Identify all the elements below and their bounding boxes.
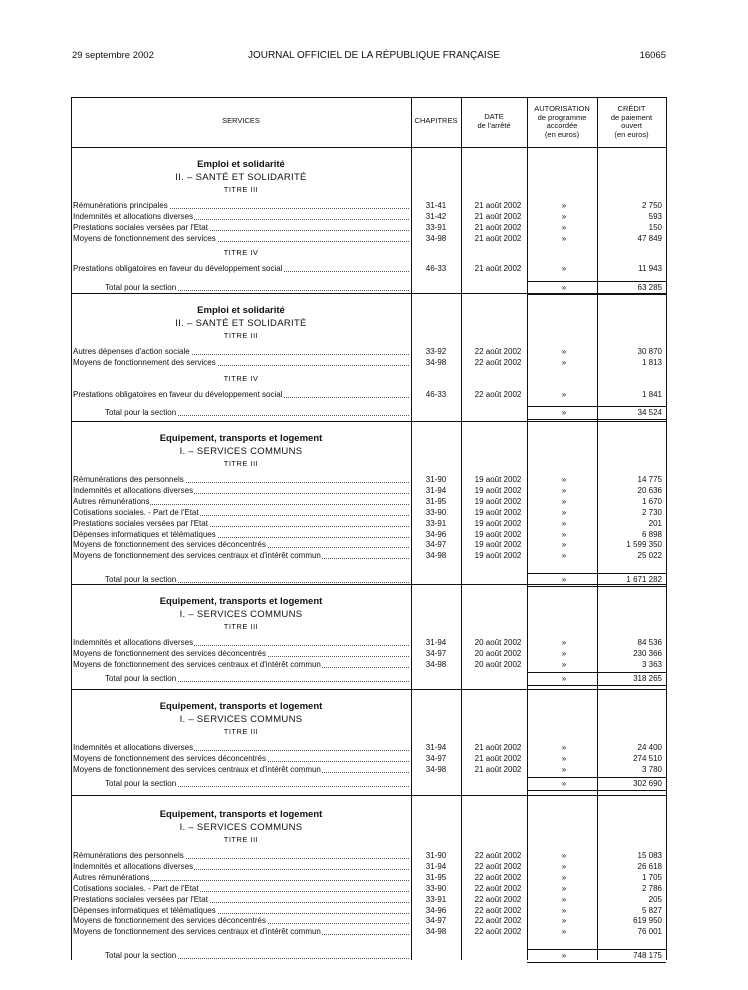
chapter-code: 31-94 bbox=[425, 743, 447, 752]
total-label bbox=[105, 283, 409, 292]
section-total-row bbox=[71, 283, 666, 293]
credit-value: 76 001 bbox=[637, 927, 662, 937]
chapter-code: 33-90 bbox=[425, 507, 447, 517]
total-autorisation: » bbox=[561, 575, 567, 584]
row-label-text: Prestations obligatoires en faveur du développement social bbox=[73, 264, 283, 273]
total-autorisation: » bbox=[561, 779, 567, 788]
chapter-code: 33-91 bbox=[425, 222, 447, 232]
credits-table bbox=[71, 97, 666, 960]
chapter-code: 34-97 bbox=[425, 540, 447, 550]
ministry-title: Equipement, transports et logement bbox=[159, 809, 323, 820]
table-row bbox=[71, 508, 666, 518]
credit-value: 30 870 bbox=[637, 347, 662, 356]
table-row bbox=[71, 475, 666, 485]
row-label bbox=[73, 530, 409, 539]
row-label-text: Moyens de fonctionnement des services centraux et d'intérêt commun bbox=[73, 659, 321, 669]
chapter-code: 34-97 bbox=[425, 648, 447, 658]
credit-value: 24 400 bbox=[637, 743, 662, 752]
chapter-code: 34-98 bbox=[425, 659, 447, 669]
row-label-text: Autres dépenses d'action sociale bbox=[73, 347, 190, 356]
credit-value: 230 366 bbox=[633, 648, 662, 658]
section-subtitle: II. – SANTÉ ET SOLIDARITÉ bbox=[175, 318, 307, 329]
table-row bbox=[71, 754, 666, 764]
table-row bbox=[71, 873, 666, 883]
chapter-code: 33-90 bbox=[425, 883, 447, 893]
autorisation-value: » bbox=[561, 529, 567, 539]
autorisation-value: » bbox=[561, 507, 567, 517]
row-label bbox=[73, 638, 409, 647]
journal-title: JOURNAL OFFICIEL DE LA RÉPUBLIQUE FRANÇAISE bbox=[247, 50, 501, 61]
section-divider bbox=[71, 421, 666, 422]
section-divider bbox=[71, 795, 666, 796]
row-label bbox=[73, 234, 409, 243]
arrete-date: 21 août 2002 bbox=[474, 264, 522, 273]
arrete-date: 22 août 2002 bbox=[474, 390, 522, 399]
table-row bbox=[71, 660, 666, 670]
row-label bbox=[73, 862, 409, 871]
arrete-date: 21 août 2002 bbox=[474, 753, 522, 763]
total-credit: 302 690 bbox=[633, 779, 662, 788]
credit-value: 593 bbox=[648, 211, 662, 221]
credit-value: 3 363 bbox=[641, 659, 662, 669]
table-row bbox=[71, 916, 666, 926]
row-label bbox=[73, 906, 409, 915]
table-row bbox=[71, 862, 666, 872]
header-divider bbox=[71, 147, 666, 148]
row-label-text: Indemnités et allocations diverses bbox=[73, 743, 194, 752]
chapter-code: 31-41 bbox=[425, 201, 447, 210]
arrete-date: 19 août 2002 bbox=[474, 496, 522, 506]
table-row bbox=[71, 927, 666, 937]
row-label-text: Moyens de fonctionnement des services bbox=[73, 357, 216, 367]
credit-value: 84 536 bbox=[637, 638, 662, 647]
total-label bbox=[105, 951, 409, 960]
credit-value: 3 780 bbox=[641, 764, 662, 774]
row-label bbox=[73, 851, 409, 860]
arrete-date: 19 août 2002 bbox=[474, 540, 522, 550]
arrete-date: 19 août 2002 bbox=[474, 529, 522, 539]
titre-heading: TITRE IV bbox=[223, 374, 259, 383]
autorisation-value: » bbox=[561, 211, 567, 221]
autorisation-value: » bbox=[561, 851, 567, 860]
ministry-title: Emploi et solidarité bbox=[197, 159, 285, 170]
credit-value: 274 510 bbox=[633, 753, 662, 763]
arrete-date: 22 août 2002 bbox=[474, 347, 522, 356]
arrete-date: 21 août 2002 bbox=[474, 211, 522, 221]
arrete-date: 21 août 2002 bbox=[474, 764, 522, 774]
table-row bbox=[71, 649, 666, 659]
total-credit: 34 524 bbox=[637, 408, 662, 417]
table-row bbox=[71, 347, 666, 357]
credit-value: 5 827 bbox=[641, 905, 662, 915]
arrete-date: 22 août 2002 bbox=[474, 861, 522, 871]
chapter-code: 31-90 bbox=[425, 475, 447, 484]
chapter-code: 31-94 bbox=[425, 485, 447, 495]
autorisation-value: » bbox=[561, 222, 567, 232]
chapter-code: 34-97 bbox=[425, 753, 447, 763]
ministry-title: Emploi et solidarité bbox=[197, 305, 285, 316]
row-label bbox=[73, 540, 409, 549]
autorisation-value: » bbox=[561, 753, 567, 763]
autorisation-value: » bbox=[561, 648, 567, 658]
row-label-text: Cotisations sociales. - Part de l'Etat bbox=[73, 883, 199, 893]
row-label-text: Moyens de fonctionnement des services déconcentrés bbox=[73, 916, 266, 926]
ministry-title: Equipement, transports et logement bbox=[159, 596, 323, 607]
total-credit: 63 285 bbox=[637, 283, 662, 292]
credit-value: 1 705 bbox=[641, 872, 662, 882]
autorisation-value: » bbox=[561, 551, 567, 561]
table-row bbox=[71, 264, 666, 274]
credit-value: 2 730 bbox=[641, 507, 662, 517]
row-label-text: Moyens de fonctionnement des services centraux et d'intérêt commun bbox=[73, 927, 321, 937]
row-label-text: Indemnités et allocations diverses bbox=[73, 211, 194, 221]
autorisation-value: » bbox=[561, 905, 567, 915]
credit-value: 2 750 bbox=[641, 201, 662, 210]
arrete-date: 22 août 2002 bbox=[474, 916, 522, 926]
total-label-text: Total pour la section bbox=[105, 575, 177, 584]
arrete-date: 22 août 2002 bbox=[474, 851, 522, 860]
row-label bbox=[73, 347, 409, 356]
section-total-row bbox=[71, 779, 666, 789]
section-subtitle: I. – SERVICES COMMUNS bbox=[179, 609, 303, 620]
titre-heading: TITRE III bbox=[223, 331, 259, 340]
col-credit: CRÉDIT de paiement ouvert (en euros) bbox=[610, 104, 653, 139]
autorisation-value: » bbox=[561, 764, 567, 774]
row-label bbox=[73, 551, 409, 560]
chapter-code: 31-94 bbox=[425, 861, 447, 871]
table-row bbox=[71, 234, 666, 244]
row-label bbox=[73, 916, 409, 925]
chapter-code: 31-95 bbox=[425, 496, 447, 506]
table-row bbox=[71, 223, 666, 233]
arrete-date: 21 août 2002 bbox=[474, 201, 522, 210]
chapter-code: 34-98 bbox=[425, 551, 447, 561]
total-label bbox=[105, 779, 409, 788]
autorisation-value: » bbox=[561, 233, 567, 243]
chapter-code: 34-96 bbox=[425, 529, 447, 539]
section-subtitle: II. – SANTÉ ET SOLIDARITÉ bbox=[175, 172, 307, 183]
row-label bbox=[73, 649, 409, 658]
total-autorisation: » bbox=[561, 408, 567, 417]
row-label bbox=[73, 927, 409, 936]
autorisation-value: » bbox=[561, 347, 567, 356]
chapter-code: 33-91 bbox=[425, 518, 447, 528]
titre-heading: TITRE III bbox=[223, 835, 259, 844]
arrete-date: 21 août 2002 bbox=[474, 222, 522, 232]
page-number: 16065 bbox=[639, 50, 666, 61]
arrete-date: 22 août 2002 bbox=[474, 357, 522, 367]
arrete-date: 21 août 2002 bbox=[474, 743, 522, 752]
autorisation-value: » bbox=[561, 883, 567, 893]
arrete-date: 21 août 2002 bbox=[474, 233, 522, 243]
autorisation-value: » bbox=[561, 475, 567, 484]
table-row bbox=[71, 765, 666, 775]
autorisation-value: » bbox=[561, 485, 567, 495]
section-subtitle: I. – SERVICES COMMUNS bbox=[179, 446, 303, 457]
autorisation-value: » bbox=[561, 264, 567, 273]
arrete-date: 20 août 2002 bbox=[474, 648, 522, 658]
arrete-date: 20 août 2002 bbox=[474, 638, 522, 647]
credit-value: 1 599 350 bbox=[626, 540, 662, 550]
chapter-code: 31-42 bbox=[425, 211, 447, 221]
chapter-code: 31-95 bbox=[425, 872, 447, 882]
arrete-date: 19 août 2002 bbox=[474, 485, 522, 495]
table-row bbox=[71, 638, 666, 648]
table-row bbox=[71, 201, 666, 211]
row-label bbox=[73, 873, 409, 882]
total-label-text: Total pour la section bbox=[105, 283, 177, 292]
row-label bbox=[73, 475, 409, 484]
total-label-text: Total pour la section bbox=[105, 779, 177, 788]
chapter-code: 46-33 bbox=[425, 264, 447, 273]
credit-value: 1 813 bbox=[641, 357, 662, 367]
credit-value: 47 849 bbox=[637, 233, 662, 243]
titre-heading: TITRE III bbox=[223, 727, 259, 736]
section-divider bbox=[71, 689, 666, 690]
total-label-text: Total pour la section bbox=[105, 674, 177, 683]
arrete-date: 22 août 2002 bbox=[474, 883, 522, 893]
row-label-text: Rémunérations des personnels bbox=[73, 475, 184, 484]
row-label bbox=[73, 754, 409, 763]
table-row bbox=[71, 486, 666, 496]
row-label-text: Prestations sociales versées par l'Etat bbox=[73, 222, 208, 232]
table-row bbox=[71, 743, 666, 753]
table-row bbox=[71, 906, 666, 916]
col-date: DATE de l'arrêté bbox=[477, 112, 511, 130]
credit-value: 11 943 bbox=[638, 264, 662, 273]
autorisation-value: » bbox=[561, 518, 567, 528]
titre-heading: TITRE III bbox=[223, 622, 259, 631]
credit-value: 1 841 bbox=[641, 390, 662, 399]
chapter-code: 46-33 bbox=[425, 390, 447, 399]
section-total-row bbox=[71, 674, 666, 684]
row-label bbox=[73, 508, 409, 517]
row-label-text: Rémunérations des personnels bbox=[73, 851, 184, 860]
credit-value: 25 022 bbox=[637, 551, 662, 561]
total-label bbox=[105, 408, 409, 417]
row-label-text: Autres rémunérations bbox=[73, 496, 150, 506]
row-label-text: Moyens de fonctionnement des services déconcentrés bbox=[73, 540, 266, 550]
row-label-text: Moyens de fonctionnement des services déconcentrés bbox=[73, 648, 266, 658]
autorisation-value: » bbox=[561, 496, 567, 506]
row-label bbox=[73, 743, 409, 752]
total-label bbox=[105, 575, 409, 584]
arrete-date: 22 août 2002 bbox=[474, 872, 522, 882]
table-row bbox=[71, 390, 666, 400]
credit-value: 2 786 bbox=[641, 883, 662, 893]
chapter-code: 33-92 bbox=[425, 347, 447, 356]
row-label-text: Indemnités et allocations diverses bbox=[73, 861, 194, 871]
row-label bbox=[73, 212, 409, 221]
row-label-text: Moyens de fonctionnement des services déconcentrés bbox=[73, 753, 266, 763]
table-row bbox=[71, 212, 666, 222]
header-date: 29 septembre 2002 bbox=[72, 50, 154, 61]
chapter-code: 34-98 bbox=[425, 233, 447, 243]
credit-value: 20 636 bbox=[637, 485, 662, 495]
row-label-text: Dépenses informatiques et télématiques bbox=[73, 529, 216, 539]
autorisation-value: » bbox=[561, 659, 567, 669]
credit-value: 26 618 bbox=[637, 861, 662, 871]
ministry-title: Equipement, transports et logement bbox=[159, 701, 323, 712]
row-label bbox=[73, 358, 409, 367]
total-label bbox=[105, 674, 409, 683]
arrete-date: 20 août 2002 bbox=[474, 659, 522, 669]
total-label-text: Total pour la section bbox=[105, 408, 177, 417]
titre-heading: TITRE IV bbox=[223, 248, 259, 257]
row-label-text: Indemnités et allocations diverses bbox=[73, 485, 194, 495]
col-services: SERVICES bbox=[222, 116, 260, 125]
autorisation-value: » bbox=[561, 540, 567, 550]
table-row bbox=[71, 358, 666, 368]
table-row bbox=[71, 851, 666, 861]
autorisation-value: » bbox=[561, 357, 567, 367]
credit-value: 14 775 bbox=[637, 475, 662, 484]
autorisation-value: » bbox=[561, 743, 567, 752]
arrete-date: 22 août 2002 bbox=[474, 894, 522, 904]
credit-value: 150 bbox=[648, 222, 662, 232]
row-label-text: Prestations sociales versées par l'Etat bbox=[73, 518, 208, 528]
section-total-row bbox=[71, 575, 666, 585]
row-label-text: Rémunérations principales bbox=[73, 201, 168, 210]
row-label-text: Indemnités et allocations diverses bbox=[73, 638, 194, 647]
chapter-code: 34-98 bbox=[425, 357, 447, 367]
total-credit: 748 175 bbox=[633, 951, 662, 960]
row-label-text: Prestations sociales versées par l'Etat bbox=[73, 894, 208, 904]
arrete-date: 22 août 2002 bbox=[474, 927, 522, 937]
row-label-text: Moyens de fonctionnement des services centraux et d'intérêt commun bbox=[73, 551, 321, 561]
table-row bbox=[71, 530, 666, 540]
total-autorisation: » bbox=[561, 951, 567, 960]
row-label bbox=[73, 884, 409, 893]
arrete-date: 19 août 2002 bbox=[474, 518, 522, 528]
row-label bbox=[73, 660, 409, 669]
arrete-date: 19 août 2002 bbox=[474, 475, 522, 484]
row-label bbox=[73, 765, 409, 774]
autorisation-value: » bbox=[561, 638, 567, 647]
total-credit: 1 671 282 bbox=[626, 575, 662, 584]
total-autorisation: » bbox=[561, 674, 567, 683]
section-subtitle: I. – SERVICES COMMUNS bbox=[179, 822, 303, 833]
arrete-date: 19 août 2002 bbox=[474, 551, 522, 561]
table-border-right bbox=[666, 97, 667, 960]
autorisation-value: » bbox=[561, 390, 567, 399]
table-row bbox=[71, 540, 666, 550]
autorisation-value: » bbox=[561, 861, 567, 871]
row-label bbox=[73, 895, 409, 904]
table-row bbox=[71, 884, 666, 894]
row-label-text: Cotisations sociales. - Part de l'Etat bbox=[73, 507, 199, 517]
chapter-code: 33-91 bbox=[425, 894, 447, 904]
chapter-code: 31-94 bbox=[425, 638, 447, 647]
credit-value: 15 083 bbox=[637, 851, 662, 860]
autorisation-value: » bbox=[561, 927, 567, 937]
arrete-date: 19 août 2002 bbox=[474, 507, 522, 517]
credit-value: 205 bbox=[648, 894, 662, 904]
row-label-text: Moyens de fonctionnement des services centraux et d'intérêt commun bbox=[73, 764, 321, 774]
titre-heading: TITRE III bbox=[223, 185, 259, 194]
autorisation-value: » bbox=[561, 894, 567, 904]
row-label bbox=[73, 497, 409, 506]
chapter-code: 34-98 bbox=[425, 764, 447, 774]
chapter-code: 31-90 bbox=[425, 851, 447, 860]
table-row bbox=[71, 551, 666, 561]
col-autorisation: AUTORISATION de programme accordée (en euros) bbox=[534, 104, 590, 139]
chapter-code: 34-98 bbox=[425, 927, 447, 937]
section-subtitle: I. – SERVICES COMMUNS bbox=[179, 714, 303, 725]
table-row bbox=[71, 895, 666, 905]
row-label-text: Moyens de fonctionnement des services bbox=[73, 233, 216, 243]
credit-value: 201 bbox=[648, 518, 662, 528]
row-label-text: Prestations obligatoires en faveur du développement social bbox=[73, 390, 283, 399]
row-label-text: Dépenses informatiques et télématiques bbox=[73, 905, 216, 915]
table-border-top bbox=[71, 97, 666, 98]
row-label bbox=[73, 390, 409, 399]
credit-value: 1 670 bbox=[641, 496, 662, 506]
total-label-text: Total pour la section bbox=[105, 951, 177, 960]
titre-heading: TITRE III bbox=[223, 459, 259, 468]
row-label bbox=[73, 201, 409, 210]
chapter-code: 34-97 bbox=[425, 916, 447, 926]
table-row bbox=[71, 497, 666, 507]
autorisation-value: » bbox=[561, 201, 567, 210]
row-label bbox=[73, 223, 409, 232]
autorisation-value: » bbox=[561, 872, 567, 882]
credit-value: 6 898 bbox=[641, 529, 662, 539]
total-credit: 318 265 bbox=[633, 674, 662, 683]
row-label bbox=[73, 486, 409, 495]
arrete-date: 22 août 2002 bbox=[474, 905, 522, 915]
section-total-row bbox=[71, 951, 666, 961]
col-chapitres: CHAPITRES bbox=[414, 116, 458, 125]
ministry-title: Equipement, transports et logement bbox=[159, 433, 323, 444]
section-total-row bbox=[71, 408, 666, 418]
autorisation-value: » bbox=[561, 916, 567, 926]
total-autorisation: » bbox=[561, 283, 567, 292]
credit-value: 619 950 bbox=[633, 916, 662, 926]
row-label-text: Autres rémunérations bbox=[73, 872, 150, 882]
table-row bbox=[71, 519, 666, 529]
row-label bbox=[73, 519, 409, 528]
chapter-code: 34-96 bbox=[425, 905, 447, 915]
row-label bbox=[73, 264, 409, 273]
